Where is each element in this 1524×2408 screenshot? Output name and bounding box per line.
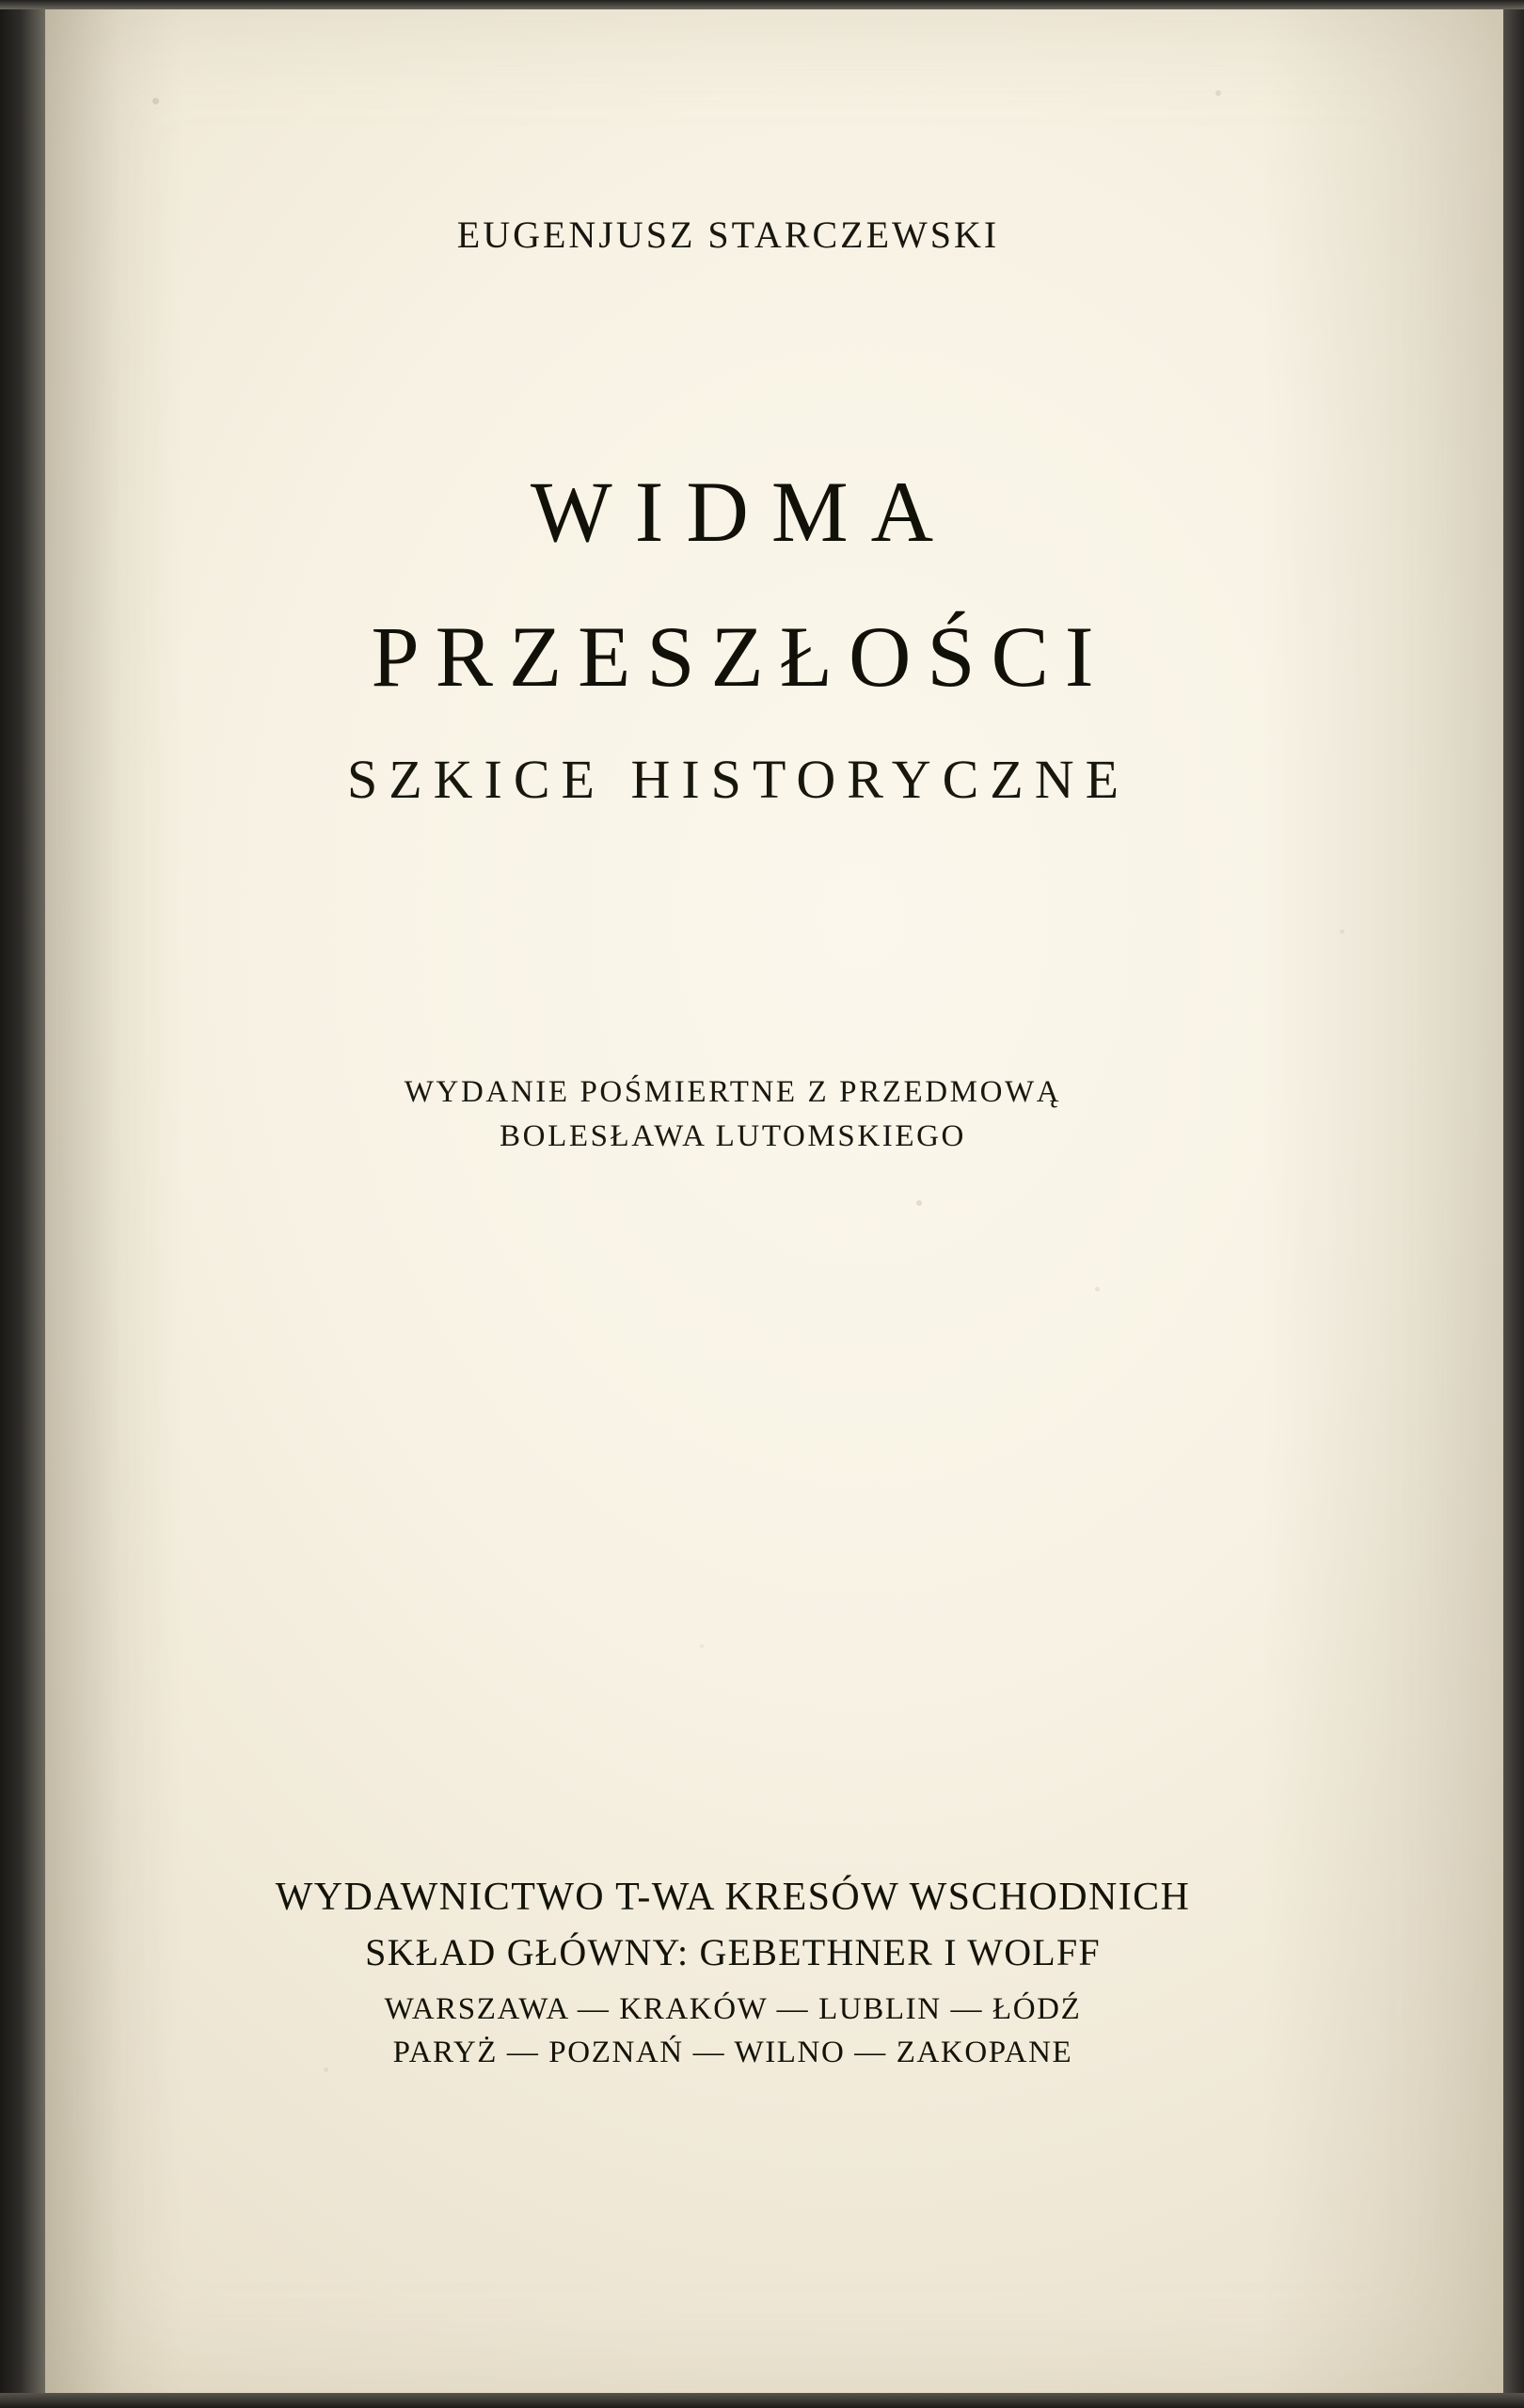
book-title xyxy=(41,464,1424,810)
title-line-1: WIDMA xyxy=(530,464,957,560)
imprint-cities-line-2: PARYŻ — POZNAŃ — WILNO — ZAKOPANE xyxy=(392,2035,1073,2069)
page-right-edge xyxy=(1503,0,1524,2408)
imprint-block xyxy=(41,1875,1424,2072)
imprint-cities-line-1: WARSZAWA — KRAKÓW — LUBLIN — ŁÓDŹ xyxy=(384,1991,1082,2026)
distributor-name: SKŁAD GŁÓWNY: GEBETHNER I WOLFF xyxy=(365,1930,1101,1973)
book-subtitle: SZKICE HISTORYCZNE xyxy=(346,749,1131,810)
title-page-content xyxy=(41,8,1505,2400)
title-line-2: PRZESZŁOŚCI xyxy=(371,609,1110,705)
page-top-edge xyxy=(0,0,1524,9)
author-name: EUGENJUSZ STARCZEWSKI xyxy=(456,214,1000,256)
edition-note xyxy=(41,1070,1424,1159)
page-bottom-edge xyxy=(0,2393,1524,2408)
edition-note-line-2: BOLESŁAWA LUTOMSKIEGO xyxy=(500,1118,966,1153)
book-gutter-shadow xyxy=(0,0,45,2408)
publisher-name: WYDAWNICTWO T-WA KRESÓW WSCHODNICH xyxy=(275,1876,1191,1919)
edition-note-line-1: WYDANIE POŚMIERTNE Z PRZEDMOWĄ xyxy=(404,1075,1062,1109)
